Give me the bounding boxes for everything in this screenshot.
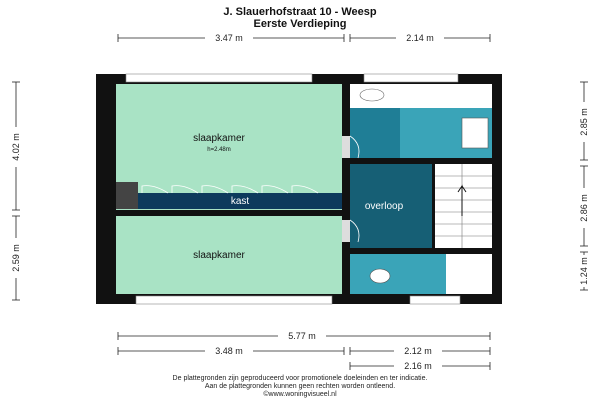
dim-top-left: 3.47 m <box>215 33 243 43</box>
dim-left-bottom: 2.59 m <box>11 244 21 272</box>
room-toilet <box>350 254 446 294</box>
inner-wall-vertical <box>342 84 350 294</box>
dim-bottom-total: 5.77 m <box>288 331 316 341</box>
floor-subtitle: Eerste Verdieping <box>253 18 347 30</box>
toilet-icon <box>370 269 390 283</box>
left-dimension <box>10 82 22 300</box>
top-dimension <box>118 32 490 44</box>
utility-area <box>446 254 492 294</box>
inner-wall-toilet <box>350 248 492 254</box>
label-kast: kast <box>230 196 250 207</box>
right-dimension <box>578 82 590 290</box>
disclaimer-line-1: De plattegronden zijn geproduceerd voor promotionele doeleinden en ter indicatie. <box>172 375 428 382</box>
inner-wall-bedrooms <box>116 210 342 216</box>
label-ceiling-height: h=2.48m <box>207 147 231 153</box>
dim-right-top: 2.85 m <box>579 108 589 136</box>
copyright: ©www.woningvisueel.nl <box>263 391 337 398</box>
label-overloop: overloop <box>364 201 404 212</box>
bottom-dimension <box>118 330 490 372</box>
page-title: J. Slauerhofstraat 10 - Weesp <box>223 6 377 18</box>
inner-wall-bath <box>350 158 492 164</box>
disclaimer-line-2: Aan de plattegronden kunnen geen rechten worden ontleend. <box>204 383 396 390</box>
dim-bottom-extra: 2.16 m <box>404 361 432 371</box>
dim-bottom-left: 3.48 m <box>215 346 243 356</box>
dim-right-bottom: 1.24 m <box>579 257 589 285</box>
washbasin <box>462 118 488 148</box>
shower <box>350 108 400 158</box>
inner-wall-stairs <box>432 164 435 248</box>
label-slaapkamer-top: slaapkamer <box>193 133 245 144</box>
dim-top-right: 2.14 m <box>406 33 434 43</box>
dim-right-middle: 2.86 m <box>579 194 589 222</box>
label-slaapkamer-bottom: slaapkamer <box>193 250 245 261</box>
dim-bottom-right: 2.12 m <box>404 346 432 356</box>
dim-left-top: 4.02 m <box>11 133 21 161</box>
bath-fixture-icon <box>360 89 384 101</box>
chimney <box>116 182 138 209</box>
